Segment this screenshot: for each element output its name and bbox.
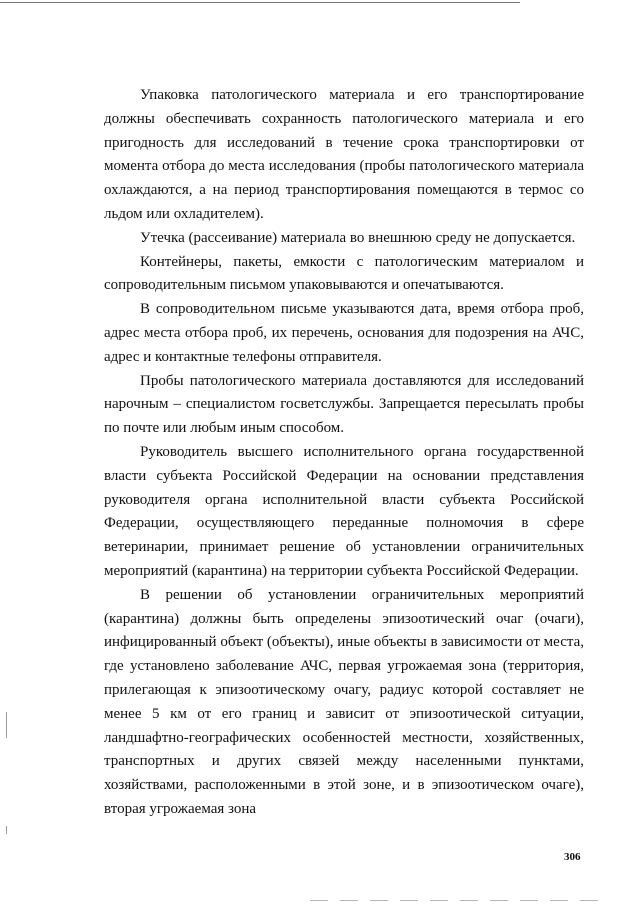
paragraph-quarantine-decision: Руководитель высшего исполнительного органа государственной власти субъекта Российской Федерации на основании представления руководителя органа исполнительной власти субъекта Российской Федерации, осуществляющего переданные полномочия в сфере ветеринарии, принимает решение об установлении ограничительных мероприятий (карантина) на территории субъекта Российской Федерации. [104, 443, 584, 579]
page-number: 306 [564, 851, 581, 863]
scan-bottom-noise [310, 900, 610, 901]
paragraph-quarantine-zones: В решении об установлении ограничительных мероприятий (карантина) должны быть определены эпизоотический очаг (очаги), инфицированный объект (объекты), иные объекты в зависимости от места, где установлено заболевание АЧС, первая угрожаемая зона (территория, прилегающая к эпизоотическому очагу, радиус которой составляет не менее 5 км от его границ и зависит от эпизоотической ситуации, ландшафтно-географических особенностей местности, хозяйственных, транспортных и других связей между населенными пунктами, хозяйствами, расположенными в этой зоне, и в эпизоотическом очаге), вторая угрожаемая зона [104, 586, 584, 817]
paragraph-containers: Контейнеры, пакеты, емкости с патологическим материалом и сопроводительным письмом упаковываются и опечатываются. [104, 253, 584, 294]
paragraph-packaging: Упаковка патологического материала и его транспортирование должны обеспечивать сохранность патологического материала и его пригодность для исследований в течение срока транспортировки от момента отбора до места исследования (пробы патологического материала охлаждаются, а на период транспортирования помещаются в термос со льдом или охладителем). [104, 87, 584, 222]
paragraph-delivery: Пробы патологического материала доставляются для исследований нарочным – специалистом госветслужбы. Запрещается пересылать пробы по почте или любым иным способом. [104, 372, 584, 437]
paragraph-leakage: Утечка (рассеивание) материала во внешнюю среду не допускается. [140, 229, 576, 246]
document-body [104, 84, 584, 822]
paragraph-cover-letter: В сопроводительном письме указываются дата, время отбора проб, адрес места отбора проб, их перечень, основания для подозрения на АЧС, адрес и контактные телефоны отправителя. [104, 301, 584, 365]
scan-top-rule [0, 2, 520, 3]
scan-margin-mark [6, 712, 7, 738]
scan-margin-mark [6, 826, 7, 834]
